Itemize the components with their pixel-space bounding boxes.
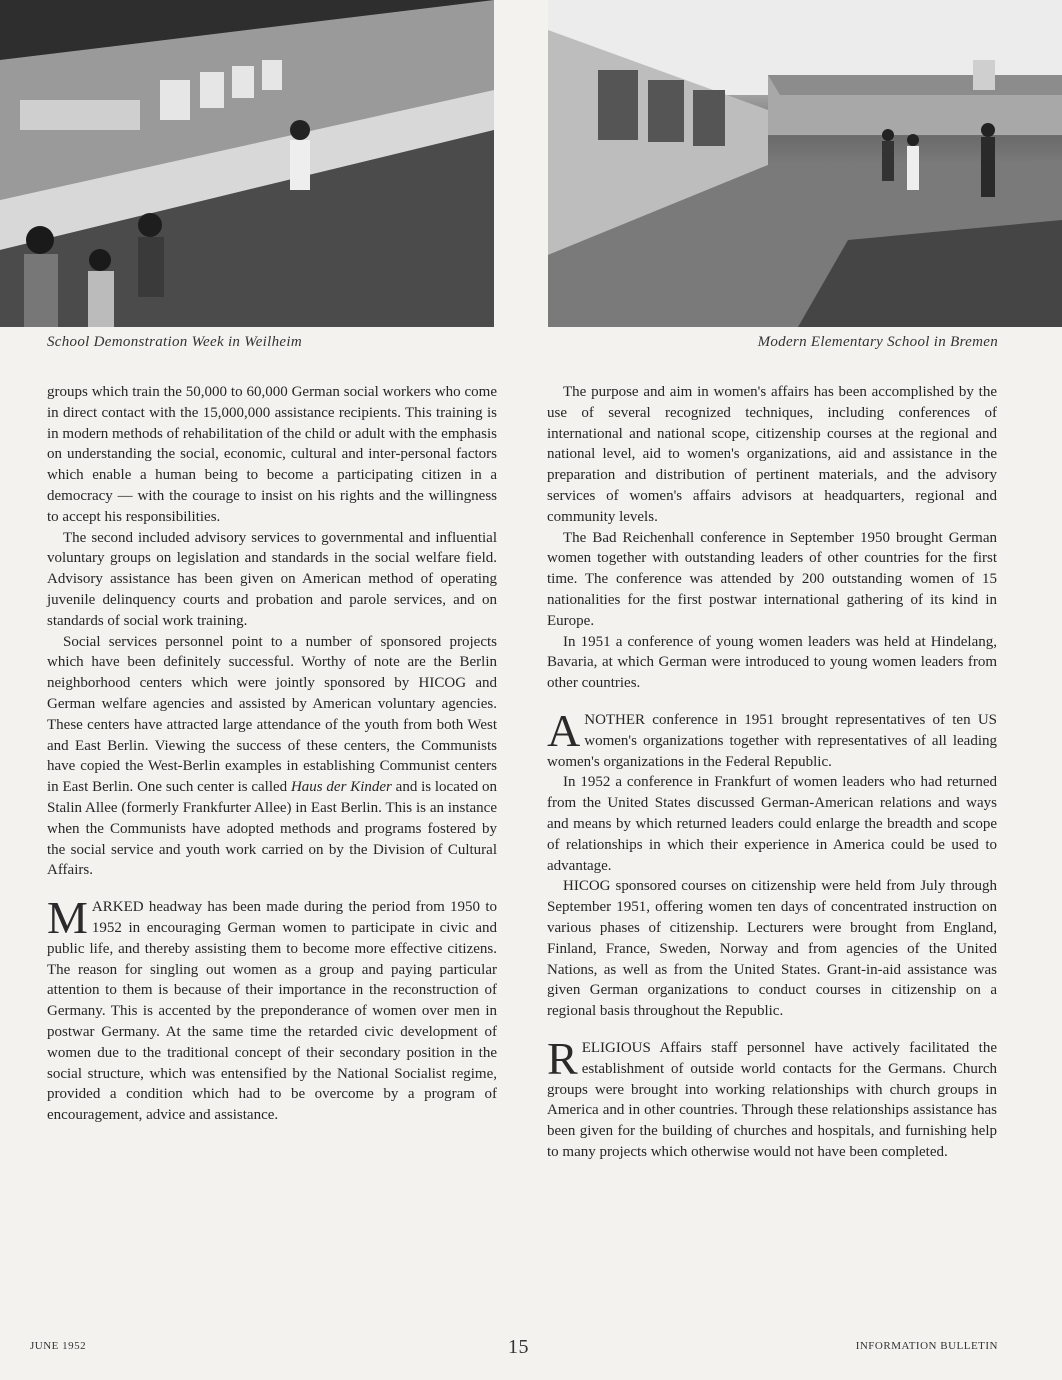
footer-publication: INFORMATION BULLETIN <box>855 1340 998 1352</box>
paragraph: The purpose and aim in women's affairs has been accomplished by the use of several recognized techniques, including conferences of international and national scope, citizenship courses at the regional and national level, aid to women's organizations, aid and assistance in the preparation and distribution of pertinent materials, and the advisory services of women's affairs advisors at headquarters, regional and community levels. <box>547 384 997 525</box>
caps-word: ELIGIOUS <box>581 1039 651 1056</box>
drop-cap: M <box>47 892 88 944</box>
footer-date: JUNE 1952 <box>30 1340 87 1352</box>
photo-bremen-school <box>548 0 1062 327</box>
paragraph <box>47 892 497 1126</box>
italic-text: Haus der Kinder <box>290 779 392 796</box>
paragraph: HICOG sponsored courses on citizenship were held from July through September 1951, offering women ten days of concentrated instruction on various phases of citizenship. Lecturers were brought from England, Finland, France, Sweden, Norway and from agencies of the United Nations, as well as from the United States. Grant-in-aid assistance was given German organizations to conduct courses in citizenship on a regional basis throughout the Republic. <box>547 878 997 1020</box>
text-span: Affairs staff personnel have actively facilitated the establishment of outside world contacts for the Germans. Church groups were brought into working relationships with church groups in America and in other countries. Through these relationships assistance has been given for the building of churches and hospitals, and furnishing help to many projects which otherwise would not have been completed. <box>547 1039 997 1160</box>
drop-cap: R <box>547 1032 578 1084</box>
drop-cap: A <box>547 704 581 756</box>
photo-illustration <box>548 0 1062 327</box>
text-span: conference in 1951 brought representatives of ten US women's organizations together with representatives of all leading women's organizations in the Federal Republic. <box>547 711 997 770</box>
right-column <box>547 382 997 1163</box>
caps-word: NOTHER <box>584 711 646 728</box>
paragraph: The Bad Reichenhall conference in September 1950 brought German women together with outstanding leaders of other countries for the first time. The conference was attended by 200 outstanding women of 15 nationalities for the first postwar international gathering of its kind in Europe. <box>547 529 997 629</box>
paragraph: In 1951 a conference of young women leaders was held at Hindelang, Bavaria, at which German were introduced to young women leaders from other countries. <box>547 633 997 692</box>
photo-illustration <box>0 0 494 327</box>
photo-caption-left: School Demonstration Week in Weilheim <box>47 334 302 350</box>
page-number: 15 <box>508 1336 529 1358</box>
paragraph <box>547 1032 997 1163</box>
text-span: headway has been made during the period from 1950 to 1952 in encouraging German women to participate in civic and public life, and thereby assisting them to become more effective citizens. The reason for singling out women as a group and paying particular attention to them is because of their importance in the reconstruction of Germany. This is accented by the preponderance of women over men in postwar Germany. At the same time the retarded civic development of women due to the traditional concept of their secondary position in the social structure, which was entensified by the National Socialist regime, provided a condition which had to be overcome by a program of encouragement, advice and assistance. <box>47 899 497 1124</box>
left-column <box>47 382 497 1126</box>
caps-word: ARKED <box>91 899 144 916</box>
paragraph: groups which train the 50,000 to 60,000 German social workers who come in direct contact with the 15,000,000 assistance recipients. This training is in modern methods of rehabilitation of the child or adult with the emphasis on understanding the social, economic, cultural and inter-personal factors which enable a human being to become a participating citizen in a democracy — with the courage to insist on his rights and the willingness to accept his responsibilities. <box>47 384 497 525</box>
paragraph <box>47 632 497 882</box>
text-span: Social services personnel point to a number of sponsored projects which have been definitely successful. Worthy of note are the Berlin neighborhood centers which were jointly sponsored by HICOG and German welfare agencies and assisted by American voluntary agencies. These centers have attracted large attendance of the youth from both West and East Berlin. Viewing the success of these centers, the Communists have copied the West-Berlin examples in establishing Communist centers in East Berlin. One such center is called <box>47 633 497 796</box>
photo-caption-right: Modern Elementary School in Bremen <box>757 334 998 350</box>
paragraph <box>547 704 997 772</box>
text-span: and is located on Stalin Allee (formerly Frankfurter Allee) in East Berlin. This is an instance when the Communists have adopted methods and programs fostered by the social service and youth work carried on by the Division of Cultural Affairs. <box>47 779 497 879</box>
paragraph: In 1952 a conference in Frankfurt of women leaders who had returned from the United States discussed German-American relations and ways and means by which returned leaders could enlarge the breadth and scope of relationships in which their experience in America could be used to advantage. <box>547 774 997 874</box>
paragraph: The second included advisory services to governmental and influential voluntary groups on legislation and standards in the social welfare field. Advisory assistance has been given on American method of operating juvenile delinquency courts and probation and parole services, and on standards of social work training. <box>47 529 497 629</box>
photo-school-demonstration <box>0 0 494 327</box>
